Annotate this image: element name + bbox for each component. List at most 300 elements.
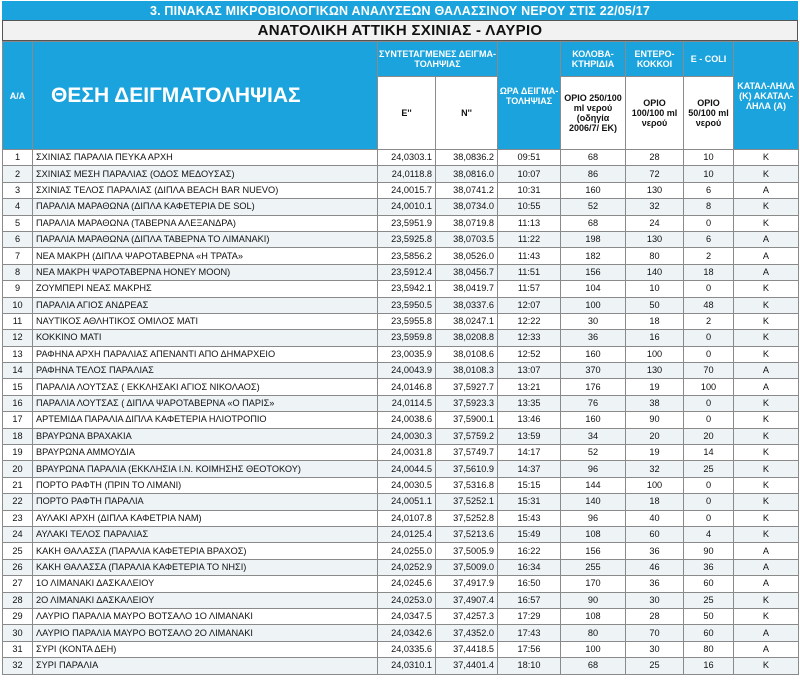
row-e-coord: 24,0031.8 (378, 445, 436, 461)
row-location: ΒΡΑΥΡΩΝΑ ΠΑΡΑΛΙΑ (ΕΚΚΛΗΣΙΑ Ι.Ν. ΚΟΙΜΗΣΗΣ ΘΕΟΤΟΚΟΥ) (33, 461, 378, 477)
row-location: ΡΑΦΗΝΑ ΤΕΛΟΣ ΠΑΡΑΛΙΑΣ (33, 363, 378, 379)
row-suitability: Α (734, 379, 799, 395)
row-location: ΑΥΛΑΚΙ ΤΕΛΟΣ ΠΑΡΑΛΙΑΣ (33, 526, 378, 542)
row-n-coord: 37,5610.9 (436, 461, 498, 477)
row-time: 13:21 (498, 379, 561, 395)
row-coliform: 100 (561, 641, 626, 657)
row-time: 09:51 (498, 150, 561, 166)
analysis-table (2, 41, 799, 675)
row-suitability: Κ (734, 592, 799, 608)
row-time: 17:43 (498, 625, 561, 641)
row-location: ΛΑΥΡΙΟ ΠΑΡΑΛΙΑ ΜΑΥΡΟ ΒΟΤΣΑΛΟ 2Ο ΛΙΜΑΝΑΚΙ (33, 625, 378, 641)
row-n-coord: 38,0719.8 (436, 215, 498, 231)
row-location: ΠΑΡΑΛΙΑ ΜΑΡΑΘΩΝΑ (ΔΙΠΛΑ ΤΑΒΕΡΝΑ ΤΟ ΛΙΜΑΝΑΚΙ) (33, 231, 378, 247)
row-time: 14:37 (498, 461, 561, 477)
row-n-coord: 38,0208.8 (436, 330, 498, 346)
row-e-coord: 23,5942.1 (378, 281, 436, 297)
row-coliform: 80 (561, 625, 626, 641)
header-e: Ε'' (378, 77, 436, 150)
row-coliform: 100 (561, 297, 626, 313)
table-row (3, 658, 799, 674)
row-ecoli: 0 (684, 395, 734, 411)
row-time: 10:31 (498, 182, 561, 198)
row-location: ΠΟΡΤΟ ΡΑΦΤΗ ΠΑΡΑΛΙΑ (33, 494, 378, 510)
row-e-coord: 23,5950.5 (378, 297, 436, 313)
row-time: 11:13 (498, 215, 561, 231)
row-suitability: Κ (734, 494, 799, 510)
row-ecoli: 2 (684, 313, 734, 329)
row-coliform: 104 (561, 281, 626, 297)
row-number: 3 (3, 182, 33, 198)
row-coliform: 52 (561, 199, 626, 215)
row-suitability: Κ (734, 428, 799, 444)
row-n-coord: 37,5005.9 (436, 543, 498, 559)
row-coliform: 96 (561, 461, 626, 477)
row-suitability: Κ (734, 477, 799, 493)
row-location: ΚΟΚΚΙΝΟ ΜΑΤΙ (33, 330, 378, 346)
row-enterococci: 46 (626, 559, 684, 575)
row-e-coord: 24,0255.0 (378, 543, 436, 559)
table-row (3, 231, 799, 247)
row-n-coord: 38,0816.0 (436, 166, 498, 182)
row-enterococci: 90 (626, 412, 684, 428)
row-n-coord: 38,0108.6 (436, 346, 498, 362)
row-time: 15:15 (498, 477, 561, 493)
row-time: 16:50 (498, 576, 561, 592)
table-row (3, 215, 799, 231)
row-number: 10 (3, 297, 33, 313)
row-ecoli: 100 (684, 379, 734, 395)
row-n-coord: 38,0108.3 (436, 363, 498, 379)
row-time: 16:22 (498, 543, 561, 559)
row-coliform: 160 (561, 346, 626, 362)
row-enterococci: 10 (626, 281, 684, 297)
row-coliform: 182 (561, 248, 626, 264)
row-e-coord: 24,0303.1 (378, 150, 436, 166)
row-location: ΣΧΙΝΙΑΣ ΠΑΡΑΛΙΑ ΠΕΥΚΑ ΑΡΧΗ (33, 150, 378, 166)
row-e-coord: 24,0107.8 (378, 510, 436, 526)
row-time: 16:34 (498, 559, 561, 575)
row-number: 4 (3, 199, 33, 215)
table-row (3, 428, 799, 444)
row-number: 17 (3, 412, 33, 428)
row-coliform: 108 (561, 526, 626, 542)
row-e-coord: 23,5955.8 (378, 313, 436, 329)
table-row (3, 281, 799, 297)
row-enterococci: 100 (626, 346, 684, 362)
row-number: 26 (3, 559, 33, 575)
row-location: ΒΡΑΥΡΩΝΑ ΒΡΑΧΑΚΙΑ (33, 428, 378, 444)
row-enterococci: 28 (626, 150, 684, 166)
row-e-coord: 24,0146.8 (378, 379, 436, 395)
row-number: 23 (3, 510, 33, 526)
row-e-coord: 24,0342.6 (378, 625, 436, 641)
row-suitability: Α (734, 363, 799, 379)
row-enterococci: 100 (626, 477, 684, 493)
row-enterococci: 19 (626, 379, 684, 395)
row-enterococci: 16 (626, 330, 684, 346)
row-time: 17:56 (498, 641, 561, 657)
row-coliform: 160 (561, 182, 626, 198)
row-ecoli: 25 (684, 461, 734, 477)
row-e-coord: 24,0038.6 (378, 412, 436, 428)
row-n-coord: 38,0741.2 (436, 182, 498, 198)
row-n-coord: 37,4401.4 (436, 658, 498, 674)
row-coliform: 255 (561, 559, 626, 575)
row-n-coord: 37,5009.0 (436, 559, 498, 575)
row-coliform: 68 (561, 215, 626, 231)
row-suitability: Κ (734, 510, 799, 526)
row-time: 16:57 (498, 592, 561, 608)
table-row (3, 248, 799, 264)
row-number: 1 (3, 150, 33, 166)
row-coliform: 36 (561, 330, 626, 346)
row-time: 11:22 (498, 231, 561, 247)
row-coliform: 68 (561, 150, 626, 166)
row-n-coord: 37,4907.4 (436, 592, 498, 608)
row-e-coord: 24,0114.5 (378, 395, 436, 411)
row-enterococci: 20 (626, 428, 684, 444)
row-n-coord: 37,4352.0 (436, 625, 498, 641)
table-row (3, 330, 799, 346)
row-n-coord: 38,0526.0 (436, 248, 498, 264)
row-e-coord: 24,0030.3 (378, 428, 436, 444)
row-number: 29 (3, 608, 33, 624)
row-coliform: 68 (561, 658, 626, 674)
row-suitability: Κ (734, 199, 799, 215)
row-location: ΠΑΡΑΛΙΑ ΜΑΡΑΘΩΝΑ (ΤΑΒΕΡΝΑ ΑΛΕΞΑΝΔΡΑ) (33, 215, 378, 231)
row-coliform: 140 (561, 494, 626, 510)
row-ecoli: 60 (684, 576, 734, 592)
row-coliform: 30 (561, 313, 626, 329)
row-e-coord: 24,0043.9 (378, 363, 436, 379)
row-number: 19 (3, 445, 33, 461)
row-location: ΝΕΑ ΜΑΚΡΗ ΨΑΡΟΤΑΒΕΡΝΑ HONEY MOON) (33, 264, 378, 280)
row-suitability: Α (734, 576, 799, 592)
row-number: 18 (3, 428, 33, 444)
row-location: ΚΑΚΗ ΘΑΛΑΣΣΑ (ΠΑΡΑΛΙΑ ΚΑΦΕΤΕΡΙΑ ΒΡΑΧΟΣ) (33, 543, 378, 559)
table-row (3, 346, 799, 362)
row-enterococci: 36 (626, 576, 684, 592)
row-suitability: Α (734, 625, 799, 641)
row-enterococci: 38 (626, 395, 684, 411)
row-e-coord: 24,0310.1 (378, 658, 436, 674)
row-n-coord: 38,0703.5 (436, 231, 498, 247)
row-coliform: 90 (561, 592, 626, 608)
header-coli-limit: ΟΡΙΟ 250/100 ml νερού (οδηγία 2006/7/ ΕΚ) (561, 77, 626, 150)
row-location: ΑΥΛΑΚΙ ΑΡΧΗ (ΔΙΠΛΑ ΚΑΦΕΤΡΙΑ ΝΑΜ) (33, 510, 378, 526)
row-enterococci: 24 (626, 215, 684, 231)
row-time: 13:35 (498, 395, 561, 411)
row-suitability: Κ (734, 412, 799, 428)
row-suitability: Κ (734, 526, 799, 542)
row-number: 31 (3, 641, 33, 657)
row-coliform: 198 (561, 231, 626, 247)
row-e-coord: 24,0030.5 (378, 477, 436, 493)
table-row (3, 608, 799, 624)
row-suitability: Α (734, 264, 799, 280)
row-suitability: Κ (734, 658, 799, 674)
row-time: 12:33 (498, 330, 561, 346)
row-e-coord: 23,0035.9 (378, 346, 436, 362)
table-row (3, 543, 799, 559)
row-time: 13:59 (498, 428, 561, 444)
row-suitability: Α (734, 182, 799, 198)
row-location: 1Ο ΛΙΜΑΝΑΚΙ ΔΑΣΚΑΛΕΙΟΥ (33, 576, 378, 592)
row-ecoli: 14 (684, 445, 734, 461)
header-ecoli: E - COLI (684, 42, 734, 77)
row-suitability: Α (734, 248, 799, 264)
row-enterococci: 18 (626, 494, 684, 510)
row-e-coord: 23,5925.8 (378, 231, 436, 247)
row-ecoli: 4 (684, 526, 734, 542)
row-ecoli: 0 (684, 477, 734, 493)
row-number: 30 (3, 625, 33, 641)
row-n-coord: 38,0456.7 (436, 264, 498, 280)
row-ecoli: 90 (684, 543, 734, 559)
table-row (3, 592, 799, 608)
row-n-coord: 37,4257.3 (436, 608, 498, 624)
row-location: ΣΥΡΙ (ΚΟΝΤΑ ΔΕΗ) (33, 641, 378, 657)
row-ecoli: 0 (684, 281, 734, 297)
header-aa: Α/Α (3, 42, 33, 150)
row-suitability: Α (734, 559, 799, 575)
row-number: 5 (3, 215, 33, 231)
row-location: ΠΟΡΤΟ ΡΑΦΤΗ (ΠΡΙΝ ΤΟ ΛΙΜΑΝΙ) (33, 477, 378, 493)
row-time: 12:07 (498, 297, 561, 313)
row-coliform: 52 (561, 445, 626, 461)
table-row (3, 182, 799, 198)
row-enterococci: 40 (626, 510, 684, 526)
table-row (3, 445, 799, 461)
row-ecoli: 6 (684, 182, 734, 198)
row-location: ΖΟΥΜΠΕΡΙ ΝΕΑΣ ΜΑΚΡΗΣ (33, 281, 378, 297)
row-n-coord: 37,4917.9 (436, 576, 498, 592)
row-location: ΝΑΥΤΙΚΟΣ ΑΘΛΗΤΙΚΟΣ ΟΜΙΛΟΣ ΜΑΤΙ (33, 313, 378, 329)
row-suitability: Κ (734, 313, 799, 329)
row-n-coord: 37,5213.6 (436, 526, 498, 542)
row-number: 22 (3, 494, 33, 510)
header-time: ΩΡΑ ΔΕΙΓΜΑ-ΤΟΛΗΨΙΑΣ (498, 42, 561, 150)
row-n-coord: 38,0337.6 (436, 297, 498, 313)
row-n-coord: 38,0836.2 (436, 150, 498, 166)
row-ecoli: 16 (684, 658, 734, 674)
row-number: 8 (3, 264, 33, 280)
row-enterococci: 72 (626, 166, 684, 182)
row-number: 16 (3, 395, 33, 411)
row-suitability: Κ (734, 297, 799, 313)
row-number: 14 (3, 363, 33, 379)
row-suitability: Κ (734, 150, 799, 166)
row-suitability: Κ (734, 346, 799, 362)
row-suitability: Κ (734, 330, 799, 346)
row-ecoli: 6 (684, 231, 734, 247)
row-number: 24 (3, 526, 33, 542)
row-number: 11 (3, 313, 33, 329)
row-enterococci: 19 (626, 445, 684, 461)
row-enterococci: 25 (626, 658, 684, 674)
header-ecoli-limit: ΟΡΙΟ 50/100 ml νερού (684, 77, 734, 150)
row-e-coord: 23,5912.4 (378, 264, 436, 280)
row-enterococci: 30 (626, 592, 684, 608)
table-row (3, 313, 799, 329)
row-coliform: 170 (561, 576, 626, 592)
table-body (3, 150, 799, 675)
row-ecoli: 8 (684, 199, 734, 215)
row-n-coord: 37,5749.7 (436, 445, 498, 461)
row-e-coord: 24,0335.6 (378, 641, 436, 657)
row-enterococci: 36 (626, 543, 684, 559)
row-coliform: 76 (561, 395, 626, 411)
row-e-coord: 24,0118.8 (378, 166, 436, 182)
row-e-coord: 24,0253.0 (378, 592, 436, 608)
row-coliform: 156 (561, 543, 626, 559)
table-row (3, 412, 799, 428)
row-e-coord: 24,0125.4 (378, 526, 436, 542)
row-e-coord: 23,5856.2 (378, 248, 436, 264)
row-suitability: Κ (734, 461, 799, 477)
row-location: ΣΥΡΙ ΠΑΡΑΛΙΑ (33, 658, 378, 674)
row-time: 11:51 (498, 264, 561, 280)
row-number: 28 (3, 592, 33, 608)
row-time: 11:43 (498, 248, 561, 264)
row-time: 14:17 (498, 445, 561, 461)
row-n-coord: 38,0734.0 (436, 199, 498, 215)
row-suitability: Κ (734, 395, 799, 411)
row-e-coord: 24,0044.5 (378, 461, 436, 477)
row-suitability: Α (734, 543, 799, 559)
row-ecoli: 36 (684, 559, 734, 575)
row-coliform: 34 (561, 428, 626, 444)
row-location: ΝΕΑ ΜΑΚΡΗ (ΔΙΠΛΑ ΨΑΡΟΤΑΒΕΡΝΑ «Η ΤΡΑΤΑ» (33, 248, 378, 264)
row-number: 6 (3, 231, 33, 247)
header-coli: ΚΟΛΟΒΑ-ΚΤΗΡΙΔΙΑ (561, 42, 626, 77)
table-row (3, 625, 799, 641)
row-number: 20 (3, 461, 33, 477)
row-enterococci: 140 (626, 264, 684, 280)
table-row (3, 297, 799, 313)
row-ecoli: 0 (684, 215, 734, 231)
region-subtitle: ΑΝΑΤΟΛΙΚΗ ΑΤΤΙΚΗ ΣΧΙΝΙΑΣ - ΛΑΥΡΙΟ (2, 20, 798, 41)
row-n-coord: 37,5900.1 (436, 412, 498, 428)
row-location: ΛΑΥΡΙΟ ΠΑΡΑΛΙΑ ΜΑΥΡΟ ΒΟΤΣΑΛΟ 1Ο ΛΙΜΑΝΑΚΙ (33, 608, 378, 624)
row-ecoli: 80 (684, 641, 734, 657)
row-time: 15:49 (498, 526, 561, 542)
table-row (3, 379, 799, 395)
table-row (3, 150, 799, 166)
row-ecoli: 0 (684, 346, 734, 362)
row-suitability: Κ (734, 215, 799, 231)
row-ecoli: 25 (684, 592, 734, 608)
row-ecoli: 0 (684, 330, 734, 346)
table-row (3, 461, 799, 477)
table-row (3, 395, 799, 411)
table-row (3, 576, 799, 592)
header-entero: ΕΝΤΕΡΟ-ΚΟΚΚΟΙ (626, 42, 684, 77)
row-location: ΡΑΦΗΝΑ ΑΡΧΗ ΠΑΡΑΛΙΑΣ ΑΠΕΝΑΝΤΙ ΑΠΟ ΔΗΜΑΡΧΕΙΟ (33, 346, 378, 362)
row-enterococci: 60 (626, 526, 684, 542)
row-number: 13 (3, 346, 33, 362)
row-coliform: 160 (561, 412, 626, 428)
row-enterococci: 18 (626, 313, 684, 329)
table-row (3, 199, 799, 215)
table-row (3, 264, 799, 280)
row-enterococci: 32 (626, 199, 684, 215)
row-coliform: 96 (561, 510, 626, 526)
row-location: ΣΧΙΝΙΑΣ ΜΕΣΗ ΠΑΡΑΛΙΑΣ (ΟΔΟΣ ΜΕΔΟΥΣΑΣ) (33, 166, 378, 182)
row-coliform: 370 (561, 363, 626, 379)
row-ecoli: 60 (684, 625, 734, 641)
row-n-coord: 37,5759.2 (436, 428, 498, 444)
row-enterococci: 70 (626, 625, 684, 641)
row-time: 13:46 (498, 412, 561, 428)
row-coliform: 86 (561, 166, 626, 182)
row-n-coord: 37,5316.8 (436, 477, 498, 493)
table-row (3, 559, 799, 575)
row-ecoli: 10 (684, 150, 734, 166)
row-ecoli: 0 (684, 412, 734, 428)
row-location: ΠΑΡΑΛΙΑ ΛΟΥΤΣΑΣ ( ΔΙΠΛΑ ΨΑΡΟΤΑΒΕΡΝΑ «Ο ΠΑΡΙΣ» (33, 395, 378, 411)
row-time: 12:52 (498, 346, 561, 362)
row-enterococci: 80 (626, 248, 684, 264)
row-enterococci: 50 (626, 297, 684, 313)
table-title: 3. ΠΙΝΑΚΑΣ ΜΙΚΡΟΒΙΟΛΟΓΙΚΩΝ ΑΝΑΛΥΣΕΩΝ ΘΑΛΑΣΣΙΝΟΥ ΝΕΡΟΥ ΣΤΙΣ 22/05/17 (2, 1, 798, 20)
row-e-coord: 24,0010.1 (378, 199, 436, 215)
row-n-coord: 37,5252.1 (436, 494, 498, 510)
row-e-coord: 24,0015.7 (378, 182, 436, 198)
row-ecoli: 48 (684, 297, 734, 313)
row-suitability: Α (734, 231, 799, 247)
row-enterococci: 130 (626, 182, 684, 198)
header-coords: ΣΥΝΤΕΤΑΓΜΕΝΕΣ ΔΕΙΓΜΑ-ΤΟΛΗΨΙΑΣ (378, 42, 498, 77)
header-entero-limit: ΟΡΙΟ 100/100 ml νερού (626, 77, 684, 150)
row-number: 32 (3, 658, 33, 674)
row-ecoli: 70 (684, 363, 734, 379)
row-location: 2Ο ΛΙΜΑΝΑΚΙ ΔΑΣΚΑΛΕΙΟΥ (33, 592, 378, 608)
row-location: ΠΑΡΑΛΙΑ ΜΑΡΑΘΩΝΑ (ΔΙΠΛΑ ΚΑΦΕΤΕΡΙΑ DE SOL) (33, 199, 378, 215)
row-n-coord: 37,5252.8 (436, 510, 498, 526)
row-number: 25 (3, 543, 33, 559)
row-ecoli: 10 (684, 166, 734, 182)
table-row (3, 477, 799, 493)
row-n-coord: 38,0247.1 (436, 313, 498, 329)
row-ecoli: 2 (684, 248, 734, 264)
row-time: 12:22 (498, 313, 561, 329)
header-n: Ν'' (436, 77, 498, 150)
row-ecoli: 20 (684, 428, 734, 444)
row-n-coord: 37,4418.5 (436, 641, 498, 657)
row-number: 27 (3, 576, 33, 592)
row-n-coord: 38,0419.7 (436, 281, 498, 297)
row-e-coord: 23,5951.9 (378, 215, 436, 231)
row-coliform: 108 (561, 608, 626, 624)
row-ecoli: 50 (684, 608, 734, 624)
row-suitability: Κ (734, 166, 799, 182)
row-e-coord: 24,0252.9 (378, 559, 436, 575)
row-suitability: Α (734, 641, 799, 657)
row-enterococci: 130 (626, 363, 684, 379)
row-time: 10:07 (498, 166, 561, 182)
row-n-coord: 37,5923.3 (436, 395, 498, 411)
row-e-coord: 24,0347.5 (378, 608, 436, 624)
row-number: 12 (3, 330, 33, 346)
row-location: ΑΡΤΕΜΙΔΑ ΠΑΡΑΛΙΑ ΔΙΠΛΑ ΚΑΦΕΤΕΡΙΑ ΗΛΙΟΤΡΟΠΙΟ (33, 412, 378, 428)
row-ecoli: 0 (684, 510, 734, 526)
row-enterococci: 30 (626, 641, 684, 657)
row-enterococci: 32 (626, 461, 684, 477)
row-location: ΠΑΡΑΛΙΑ ΑΓΙΟΣ ΑΝΔΡΕΑΣ (33, 297, 378, 313)
row-coliform: 176 (561, 379, 626, 395)
